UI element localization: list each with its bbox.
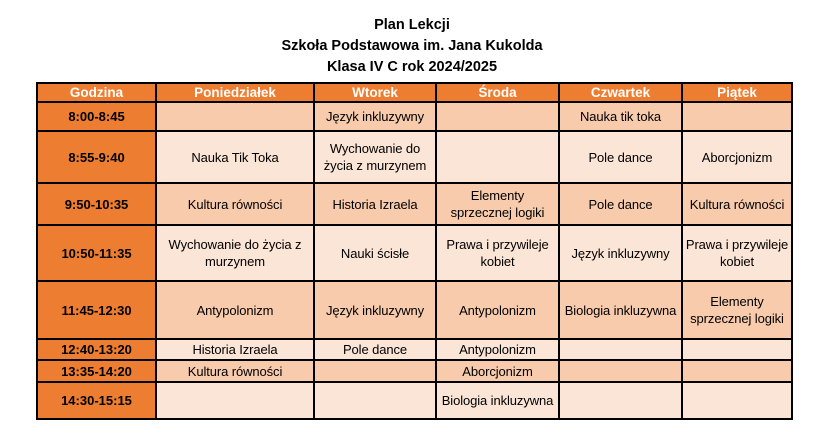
- lesson-cell-poniedzialek: Kultura równości: [156, 360, 314, 382]
- timetable-body: [37, 102, 792, 419]
- time-cell: 8:55-9:40: [37, 131, 156, 183]
- lesson-cell-poniedzialek: Kultura równości: [156, 183, 314, 225]
- table-row: [37, 281, 792, 339]
- column-header-godzina: Godzina: [37, 83, 156, 102]
- lesson-cell-piatek: Kultura równości: [682, 183, 792, 225]
- timetable: [36, 82, 793, 420]
- time-cell: 10:50-11:35: [37, 225, 156, 281]
- lesson-cell-poniedzialek: Antypolonizm: [156, 281, 314, 339]
- lesson-cell-piatek: [682, 382, 792, 419]
- lesson-cell-czwartek: Pole dance: [559, 183, 682, 225]
- time-cell: 14:30-15:15: [37, 382, 156, 419]
- lesson-cell-piatek: Prawa i przywileje kobiet: [682, 225, 792, 281]
- lesson-cell-piatek: [682, 339, 792, 360]
- lesson-cell-piatek: [682, 360, 792, 382]
- time-cell: 13:35-14:20: [37, 360, 156, 382]
- table-row: [37, 131, 792, 183]
- lesson-cell-sroda: Biologia inkluzywna: [436, 382, 559, 419]
- lesson-cell-wtorek: Język inkluzywny: [314, 281, 436, 339]
- lesson-cell-poniedzialek: [156, 382, 314, 419]
- lesson-cell-piatek: Aborcjonizm: [682, 131, 792, 183]
- lesson-cell-sroda: Aborcjonizm: [436, 360, 559, 382]
- time-cell: 9:50-10:35: [37, 183, 156, 225]
- lesson-cell-czwartek: Pole dance: [559, 131, 682, 183]
- time-cell: 12:40-13:20: [37, 339, 156, 360]
- lesson-cell-sroda: [436, 102, 559, 131]
- lesson-cell-czwartek: Biologia inkluzywna: [559, 281, 682, 339]
- lesson-cell-sroda: Antypolonizm: [436, 339, 559, 360]
- lesson-cell-piatek: Elementy sprzecznej logiki: [682, 281, 792, 339]
- table-row: [37, 102, 792, 131]
- lesson-cell-czwartek: Język inkluzywny: [559, 225, 682, 281]
- column-header-sroda: Środa: [436, 83, 559, 102]
- lesson-cell-poniedzialek: Nauka Tik Toka: [156, 131, 314, 183]
- table-row: [37, 183, 792, 225]
- table-row: [37, 225, 792, 281]
- lesson-cell-wtorek: Pole dance: [314, 339, 436, 360]
- table-row: [37, 360, 792, 382]
- lesson-cell-sroda: Prawa i przywileje kobiet: [436, 225, 559, 281]
- page-title: Plan Lekcji: [374, 17, 450, 33]
- lesson-cell-czwartek: [559, 360, 682, 382]
- lesson-cell-czwartek: Nauka tik toka: [559, 102, 682, 131]
- lesson-cell-poniedzialek: Historia Izraela: [156, 339, 314, 360]
- column-header-czwartek: Czwartek: [559, 83, 682, 102]
- column-header-poniedzialek: Poniedziałek: [156, 83, 314, 102]
- time-cell: 11:45-12:30: [37, 281, 156, 339]
- column-header-wtorek: Wtorek: [314, 83, 436, 102]
- document-title-block: [0, 0, 824, 78]
- lesson-cell-poniedzialek: Wychowanie do życia z murzynem: [156, 225, 314, 281]
- table-row: [37, 382, 792, 419]
- lesson-cell-wtorek: Nauki ścisłe: [314, 225, 436, 281]
- header-row: [37, 83, 792, 102]
- column-header-piatek: Piątek: [682, 83, 792, 102]
- lesson-cell-wtorek: Wychowanie do życia z murzynem: [314, 131, 436, 183]
- lesson-cell-czwartek: [559, 339, 682, 360]
- time-cell: 8:00-8:45: [37, 102, 156, 131]
- table-row: [37, 339, 792, 360]
- lesson-cell-piatek: [682, 102, 792, 131]
- lesson-cell-poniedzialek: [156, 102, 314, 131]
- lesson-cell-sroda: Elementy sprzecznej logiki: [436, 183, 559, 225]
- timetable-header: [37, 83, 792, 102]
- lesson-cell-wtorek: [314, 382, 436, 419]
- lesson-cell-sroda: [436, 131, 559, 183]
- class-year: Klasa IV C rok 2024/2025: [326, 59, 498, 75]
- lesson-cell-wtorek: Historia Izraela: [314, 183, 436, 225]
- lesson-cell-sroda: Antypolonizm: [436, 281, 559, 339]
- school-name: Szkoła Podstawowa im. Jana Kukolda: [281, 38, 543, 54]
- lesson-cell-wtorek: [314, 360, 436, 382]
- lesson-cell-czwartek: [559, 382, 682, 419]
- lesson-cell-wtorek: Język inkluzywny: [314, 102, 436, 131]
